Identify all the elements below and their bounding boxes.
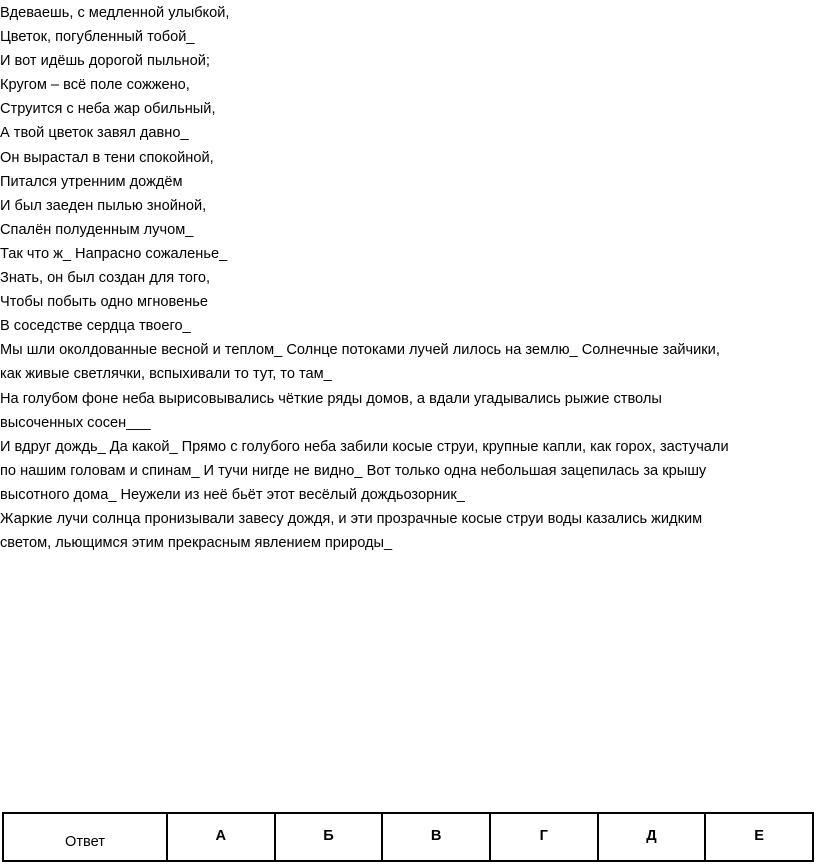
text-line: Струится с неба жар обильный, [0,101,216,118]
text-line: высотного дома_ Неужели из неё бьёт этот весёлый дождьозорник_ [0,486,465,503]
text-line: Знать, он был создан для того, [0,270,211,287]
text-line: Так что ж_ Напрасно сожаленье_ [0,245,228,262]
answer-table [2,812,814,862]
text-line: А твой цветок завял давно_ [0,125,189,142]
text-line: Спалён полуденным лучом_ [0,221,194,238]
text-line: как живые светлячки, вспыхивали то тут, то там_ [0,366,332,383]
answer-table-row [3,813,813,861]
text-line: светом, льющимся этим прекрасным явлением природы_ [0,535,393,552]
text-line: Питался утренним дождём [0,173,183,190]
text-line: Кругом – всё поле сожжено, [0,77,190,94]
answer-cell-g[interactable]: Г [490,813,598,861]
answer-cell-a[interactable]: А [167,813,275,861]
text-line: Цветок, погубленный тобой_ [0,29,195,46]
text-line: по нашим головам и спинам_ И тучи нигде не видно_ Вот только одна небольшая зацепилась за крышу [0,462,707,479]
text-line: И вдруг дождь_ Да какой_ Прямо с голубого неба забили косые струи, крупные капли, как горох, застучали [0,438,729,455]
text-line: Вдеваешь, с медленной улыбкой, [0,5,230,21]
answer-cell-d[interactable]: Д [598,813,706,861]
answer-cell-b[interactable]: Б [275,813,383,861]
text-line: Жаркие лучи солнца пронизывали завесу дождя, и эти прозрачные косые струи воды казались жидким [0,510,703,527]
text-line: Чтобы побыть одно мгновенье [0,294,209,311]
text-line: И вот идёшь дорогой пыльной; [0,53,210,70]
text-line: На голубом фоне неба вырисовывались чёткие ряды домов, а вдали угадывались рыжие стволы [0,390,662,407]
text-line: высоченных сосен___ [0,414,151,431]
text-line: В соседстве сердца твоего_ [0,318,191,335]
answer-cell-v[interactable]: В [382,813,490,861]
text-line: И был заеден пылью знойной, [0,197,207,214]
answer-label-cell: Ответ [3,813,167,861]
answer-cell-e[interactable]: Е [705,813,813,861]
text-line: Мы шли околдованные весной и теплом_ Солнце потоками лучей лилось на землю_ Солнечные зайчики, [0,342,720,359]
exercise-text [0,1,816,555]
text-line: Он вырастал в тени спокойной, [0,149,214,166]
